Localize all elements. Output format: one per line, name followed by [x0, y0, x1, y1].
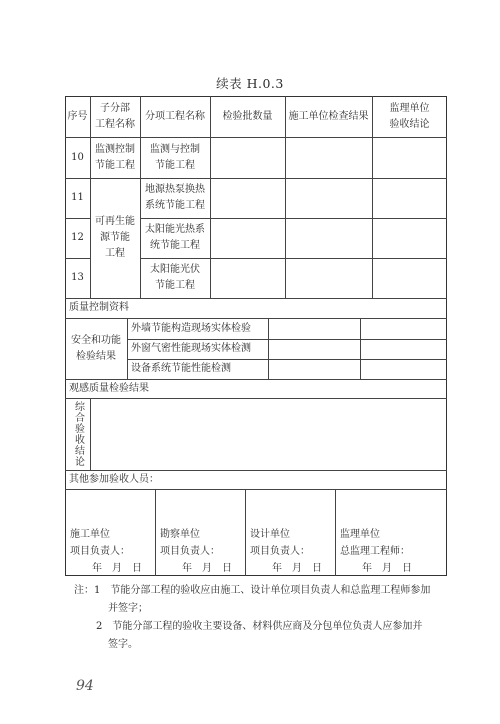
signature-date: 年 月 日 — [182, 563, 232, 574]
row-seq: 10 — [71, 151, 84, 163]
signature-person: 项目负责人： — [70, 546, 130, 557]
header-item: 分项工程名称 — [145, 110, 205, 122]
column-divider — [335, 489, 336, 576]
page-number: 94 — [76, 678, 94, 694]
footnote-1-continued: 并签字； — [108, 603, 148, 614]
header-supervision: 监理单位 验收结论 — [389, 102, 430, 130]
header-seq: 序号 — [67, 110, 88, 122]
safety-item: 外窗气密性能现场实体检测 — [131, 343, 251, 354]
column-divider — [90, 398, 91, 470]
row-divider — [65, 398, 447, 399]
other-participants-label: 其他参加验收人员： — [69, 473, 159, 485]
signature-unit: 设计单位 — [250, 529, 290, 540]
header-contractor-check: 施工单位检查结果 — [288, 110, 369, 122]
footnote-1: 注：1 节能分部工程的验收应由施工、设计单位项目负责人和总监理工程师参加 — [74, 585, 431, 596]
signature-survey-unit — [160, 526, 232, 577]
signature-construction-unit — [70, 526, 142, 577]
signature-person: 项目负责人： — [160, 546, 220, 557]
row-seq: 12 — [71, 232, 84, 243]
column-divider — [360, 318, 361, 379]
signature-date: 年 月 日 — [272, 563, 322, 574]
signature-design-unit — [250, 526, 322, 577]
safety-item: 设备系统节能性能检测 — [131, 363, 231, 374]
footnote-2: 2 节能分部工程的验收主要设备、材料供应商及分包单位负责人应参加并 — [96, 621, 423, 632]
sensory-quality-label: 观感质量检验结果 — [69, 382, 149, 394]
column-divider — [155, 489, 156, 576]
signature-unit: 监理单位 — [340, 529, 380, 540]
signature-person: 项目负责人： — [250, 546, 310, 557]
safety-item: 外墙节能构造现场实体检验 — [131, 322, 251, 334]
safety-function-label: 安全和功能 检验结果 — [71, 334, 121, 362]
row-seq: 13 — [71, 272, 84, 283]
signature-person: 总监理工程师： — [340, 546, 410, 557]
signature-date: 年 月 日 — [362, 563, 412, 574]
signature-supervision-unit — [340, 526, 412, 577]
quality-control-label: 质量控制资料 — [69, 302, 129, 313]
signature-unit: 勘察单位 — [160, 529, 200, 540]
overall-conclusion-label: 综合验收结论 — [72, 401, 84, 467]
header-subdivision: 子分部 工程名称 — [95, 102, 135, 130]
row-divider — [65, 489, 447, 490]
footnote-2-continued: 签字。 — [108, 639, 138, 650]
row-item: 监测与控制 节能工程 — [150, 143, 200, 171]
column-divider — [268, 318, 269, 379]
signature-date: 年 月 日 — [92, 563, 142, 574]
row-item: 太阳能光伏 节能工程 — [150, 264, 200, 291]
column-divider — [245, 489, 246, 576]
renewable-subdivision: 可再生能 源节能 工程 — [95, 216, 135, 259]
row-item: 太阳能光热系 统节能工程 — [145, 224, 205, 251]
row-subdivision: 监测控制 节能工程 — [95, 143, 135, 171]
row-seq: 11 — [71, 192, 84, 203]
signature-unit: 施工单位 — [70, 529, 110, 540]
header-batch-count: 检验批数量 — [222, 110, 273, 122]
table-title: 续表 H.0.3 — [216, 76, 284, 91]
row-item: 地源热泵换热 系统节能工程 — [145, 184, 205, 211]
